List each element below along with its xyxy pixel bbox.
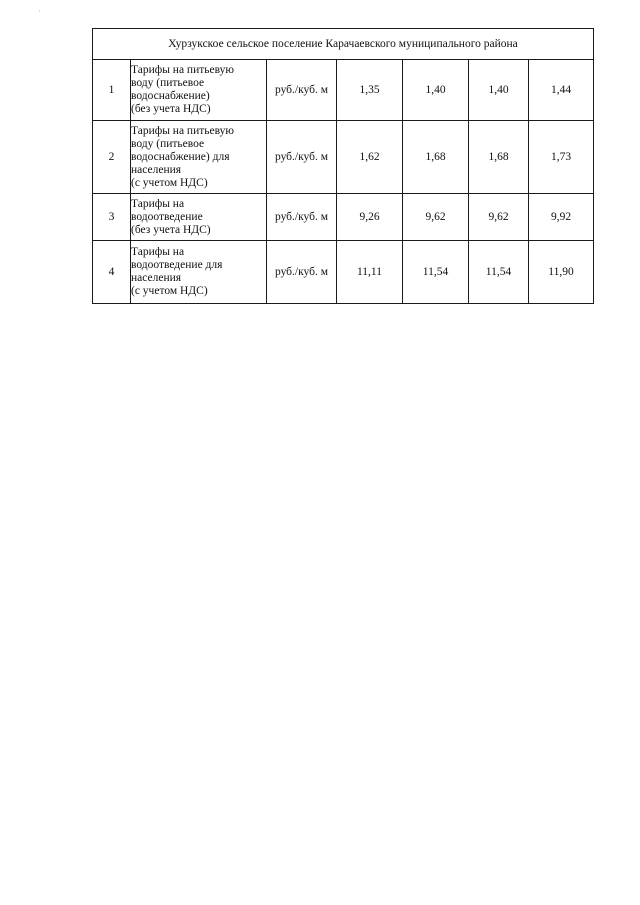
tariff-value: 11,54 xyxy=(403,241,469,304)
table-row xyxy=(93,60,594,121)
unit-cell: руб./куб. м xyxy=(267,194,337,241)
table-row xyxy=(93,121,594,194)
table-row xyxy=(93,194,594,241)
tariff-value: 11,11 xyxy=(337,241,403,304)
tariff-value: 9,62 xyxy=(403,194,469,241)
unit-cell: руб./куб. м xyxy=(267,121,337,194)
unit-cell: руб./куб. м xyxy=(267,241,337,304)
table-header-row xyxy=(93,29,594,60)
tariff-value: 9,26 xyxy=(337,194,403,241)
tariff-description: Тарифы на питьевую воду (питьевое водоснабжение) для населения (с учетом НДС) xyxy=(131,121,267,194)
tariff-value: 11,90 xyxy=(529,241,594,304)
tariff-value: 1,40 xyxy=(469,60,529,121)
tariff-value: 1,35 xyxy=(337,60,403,121)
tariff-value: 1,62 xyxy=(337,121,403,194)
tariff-description: Тарифы на питьевую воду (питьевое водоснабжение) (без учета НДС) xyxy=(131,60,267,121)
row-number: 2 xyxy=(93,121,131,194)
tariff-value: 1,68 xyxy=(403,121,469,194)
page-mark: · xyxy=(38,6,41,16)
table-row xyxy=(93,241,594,304)
tariff-value: 11,54 xyxy=(469,241,529,304)
tariff-description: Тарифы на водоотведение для населения (с учетом НДС) xyxy=(131,241,267,304)
row-number: 1 xyxy=(93,60,131,121)
tariff-table xyxy=(92,28,594,304)
table-title: Хурзукское сельское поселение Карачаевского муниципального района xyxy=(93,29,594,60)
row-number: 4 xyxy=(93,241,131,304)
tariff-description: Тарифы на водоотведение (без учета НДС) xyxy=(131,194,267,241)
tariff-value: 1,68 xyxy=(469,121,529,194)
tariff-value: 1,40 xyxy=(403,60,469,121)
tariff-value: 1,44 xyxy=(529,60,594,121)
unit-cell: руб./куб. м xyxy=(267,60,337,121)
row-number: 3 xyxy=(93,194,131,241)
tariff-value: 9,92 xyxy=(529,194,594,241)
tariff-value: 1,73 xyxy=(529,121,594,194)
tariff-value: 9,62 xyxy=(469,194,529,241)
